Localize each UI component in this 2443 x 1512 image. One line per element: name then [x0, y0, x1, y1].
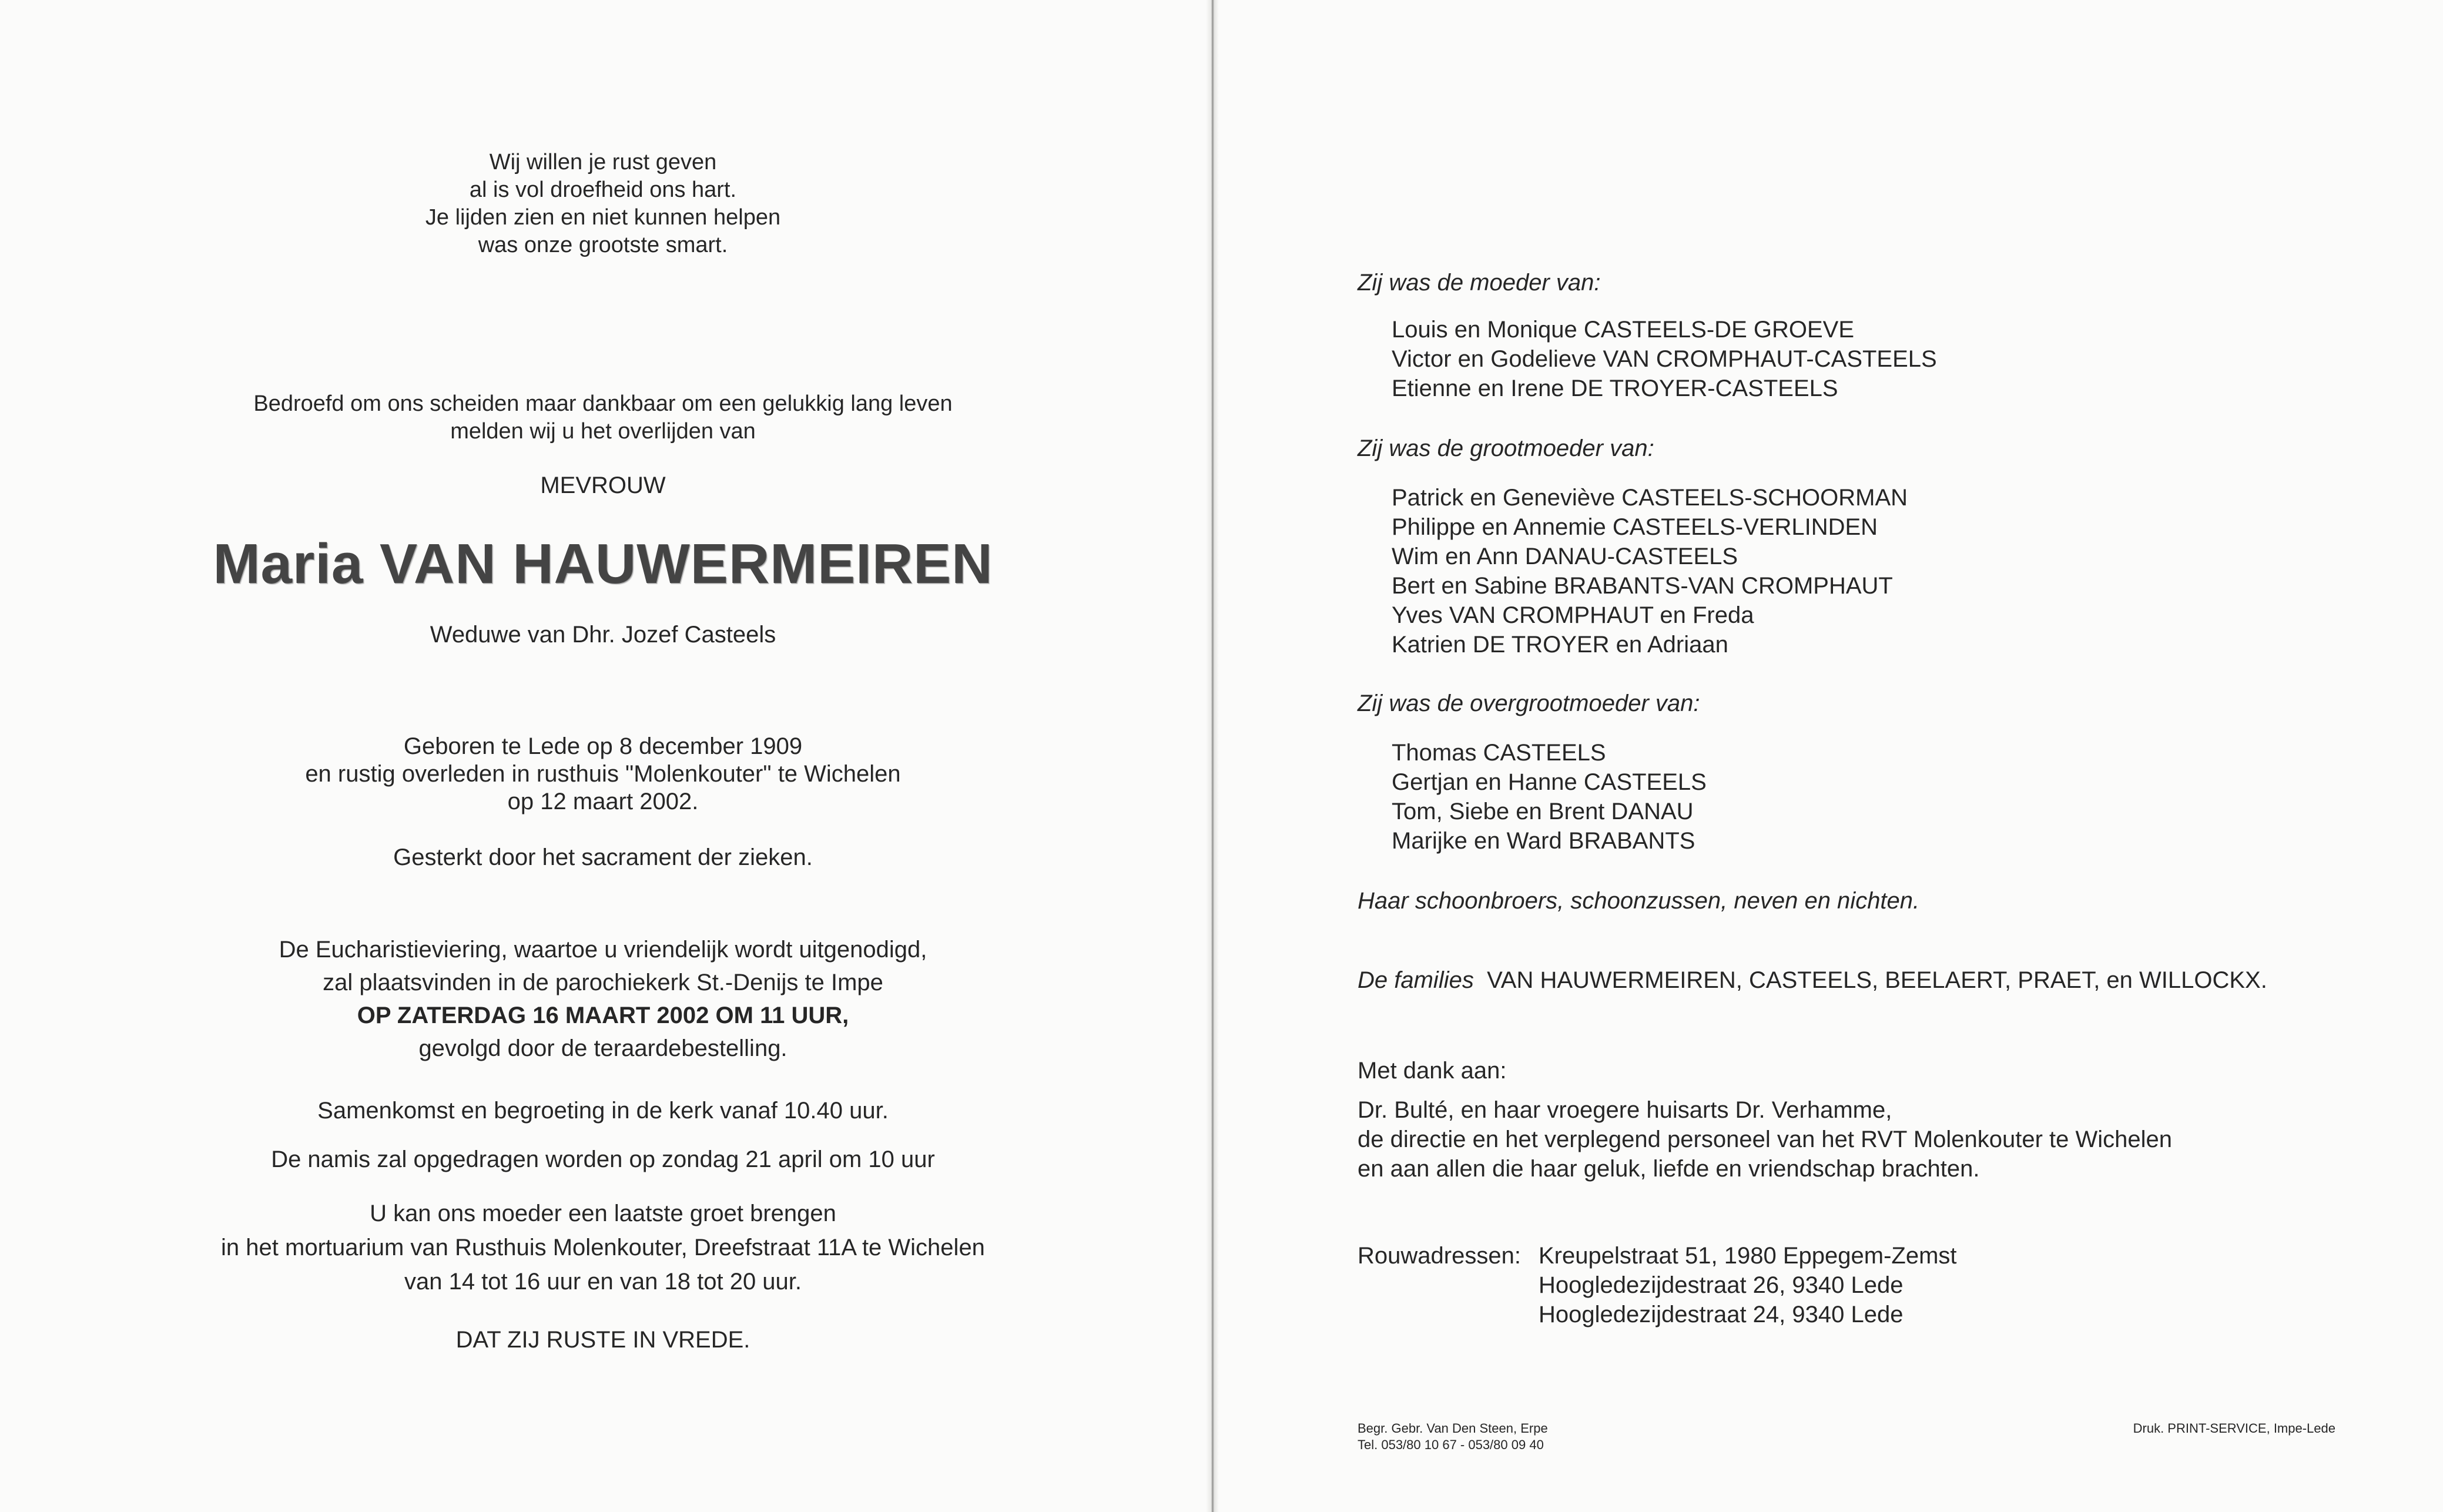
- great-grandmother-heading: Zij was de overgrootmoeder van:: [1358, 690, 1700, 716]
- visitation: [0, 1196, 1206, 1299]
- list-item: Katrien DE TROYER en Adriaan: [1392, 632, 1728, 658]
- list-item: Louis en Monique CASTEELS-DE GROEVE: [1392, 317, 1855, 343]
- list-item: Gertjan en Hanne CASTEELS: [1392, 769, 1707, 795]
- ceremony: [0, 933, 1206, 1065]
- in-laws: Haar schoonbroers, schoonzussen, neven en nichten.: [1358, 888, 1920, 914]
- card-fold: [1206, 0, 1219, 1512]
- funeral-home-line: Begr. Gebr. Van Den Steen, Erpe: [1358, 1421, 1548, 1436]
- announcement: [0, 390, 1206, 445]
- great-grandchildren-list: [1392, 738, 1707, 856]
- families-label: De families: [1358, 967, 1474, 993]
- list-item: Victor en Godelieve VAN CROMPHAUT-CASTEELS: [1392, 346, 1937, 372]
- list-item: Tom, Siebe en Brent DANAU: [1392, 799, 1694, 824]
- thanks-line: de directie en het verplegend personeel van het RVT Molenkouter te Wichelen: [1358, 1127, 2173, 1152]
- poem-line: Je lijden zien en niet kunnen helpen: [425, 205, 781, 230]
- poem-line: al is vol droefheid ons hart.: [469, 177, 737, 202]
- sacrament: Gesterkt door het sacrament der zieken.: [393, 844, 813, 870]
- closing: DAT ZIJ RUSTE IN VREDE.: [455, 1327, 750, 1353]
- ceremony-line: De Eucharistieviering, waartoe u vriendelijk wordt uitgenodigd,: [279, 937, 927, 963]
- visitation-line: van 14 tot 16 uur en van 18 tot 20 uur.: [404, 1269, 802, 1295]
- families-names: VAN HAUWERMEIREN, CASTEELS, BEELAERT, PRAET, en WILLOCKX.: [1487, 967, 2267, 993]
- poem: [0, 149, 1206, 259]
- address-line: Kreupelstraat 51, 1980 Eppegem-Zemst: [1539, 1243, 1957, 1269]
- mass: De namis zal opgedragen worden op zondag 21 april om 10 uur: [271, 1146, 935, 1172]
- children-list: [1392, 315, 1937, 403]
- gathering: Samenkomst en begroeting in de kerk vanaf 10.40 uur.: [317, 1098, 889, 1124]
- visitation-line: in het mortuarium van Rusthuis Molenkouter, Dreefstraat 11A te Wichelen: [221, 1235, 985, 1260]
- grandmother-heading: Zij was de grootmoeder van:: [1358, 435, 1654, 461]
- honorific: MEVROUW: [540, 472, 666, 498]
- families: [1358, 965, 2267, 995]
- list-item: Bert en Sabine BRABANTS-VAN CROMPHAUT: [1392, 573, 1893, 599]
- visitation-line: U kan ons moeder een laatste groet brengen: [370, 1201, 836, 1226]
- mother-heading: Zij was de moeder van:: [1358, 270, 1601, 296]
- list-item: Etienne en Irene DE TROYER-CASTEELS: [1392, 376, 1838, 401]
- announcement-line: melden wij u het overlijden van: [450, 419, 756, 444]
- thanks-line: Dr. Bulté, en haar vroegere huisarts Dr. Verhamme,: [1358, 1097, 1892, 1123]
- address-label: Rouwadressen:: [1358, 1243, 1521, 1269]
- announcement-line: Bedroefd om ons scheiden maar dankbaar om een gelukkig lang leven: [253, 391, 953, 416]
- birth-death-line: en rustig overleden in rusthuis "Molenkouter" te Wichelen: [305, 761, 901, 787]
- funeral-home: [1358, 1420, 1548, 1453]
- poem-line: Wij willen je rust geven: [489, 150, 717, 175]
- grandchildren-list: [1392, 483, 1908, 659]
- list-item: Yves VAN CROMPHAUT en Freda: [1392, 602, 1754, 628]
- thanks-line: en aan allen die haar geluk, liefde en vriendschap brachten.: [1358, 1156, 1980, 1182]
- funeral-home-line: Tel. 053/80 10 67 - 053/80 09 40: [1358, 1437, 1544, 1452]
- deceased-name: Maria VAN HAUWERMEIREN: [213, 532, 993, 595]
- ceremony-line: gevolgd door de teraardebestelling.: [418, 1035, 787, 1061]
- birth-death-line: op 12 maart 2002.: [507, 789, 699, 814]
- widow-of: Weduwe van Dhr. Jozef Casteels: [430, 622, 776, 648]
- ceremony-date: OP ZATERDAG 16 MAART 2002 OM 11 UUR,: [357, 1003, 849, 1028]
- list-item: Patrick en Geneviève CASTEELS-SCHOORMAN: [1392, 485, 1908, 511]
- list-item: Marijke en Ward BRABANTS: [1392, 828, 1695, 854]
- address-line: Hoogledezijdestraat 26, 9340 Lede: [1539, 1272, 1904, 1298]
- birth-death: [0, 733, 1206, 816]
- thanks-list: [1358, 1095, 2172, 1184]
- thanks-heading: Met dank aan:: [1358, 1058, 1507, 1084]
- list-item: Wim en Ann DANAU-CASTEELS: [1392, 544, 1738, 569]
- birth-death-line: Geboren te Lede op 8 december 1909: [403, 733, 803, 759]
- address-list: [1539, 1241, 1957, 1329]
- poem-line: was onze grootste smart.: [478, 233, 728, 257]
- ceremony-line: zal plaatsvinden in de parochiekerk St.-Denijs te Impe: [323, 970, 883, 995]
- address-line: Hoogledezijdestraat 24, 9340 Lede: [1539, 1302, 1904, 1327]
- list-item: Thomas CASTEELS: [1392, 740, 1606, 766]
- printer-credit: Druk. PRINT-SERVICE, Impe-Lede: [2133, 1421, 2335, 1436]
- list-item: Philippe en Annemie CASTEELS-VERLINDEN: [1392, 514, 1878, 540]
